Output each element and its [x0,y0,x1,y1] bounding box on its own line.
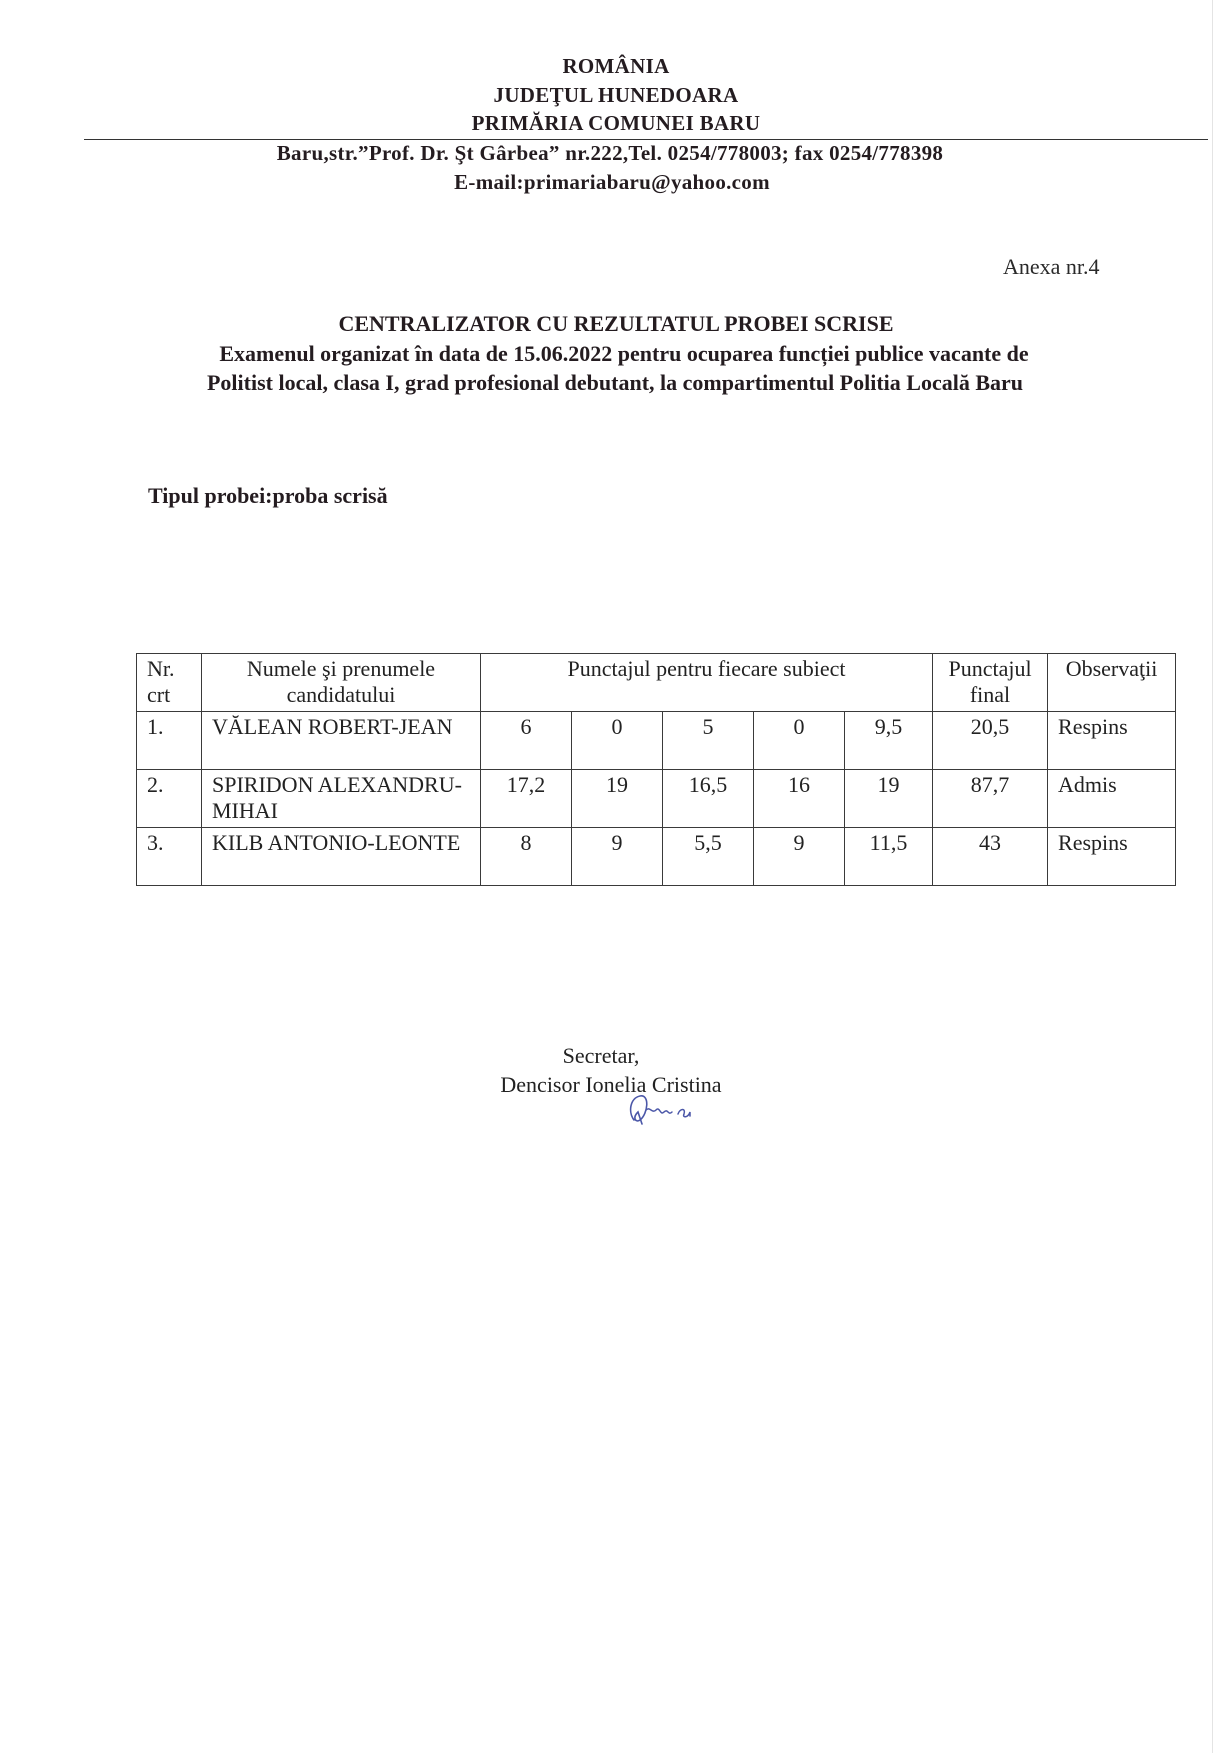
row-obs: Respins [1048,712,1176,770]
row-final: 87,7 [933,770,1048,828]
row-score: 19 [572,770,663,828]
row-nr: 1. [137,712,202,770]
row-score: 9 [572,828,663,886]
row-score: 0 [754,712,845,770]
page-edge [1212,0,1213,1753]
row-score: 5 [663,712,754,770]
row-score: 11,5 [845,828,933,886]
row-obs: Admis [1048,770,1176,828]
row-score: 16,5 [663,770,754,828]
probe-type: Tipul probei:proba scrisă [148,483,388,508]
row-name: KILB ANTONIO-LEONTE [202,828,481,886]
table-row [137,712,1176,770]
row-score: 5,5 [663,828,754,886]
row-nr: 2. [137,770,202,828]
header-address: Baru,str.”Prof. Dr. Şt Gârbea” nr.222,Tel. 0254/778003; fax 0254/778398 [276,141,944,165]
row-nr: 3. [137,828,202,886]
header-institution: PRIMĂRIA COMUNEI BARU [471,111,761,135]
document-subtitle-line1: Examenul organizat în data de 15.06.2022 pentru ocuparea funcției publice vacante de [219,341,1029,366]
row-score: 17,2 [481,770,572,828]
document-subtitle-line2: Politist local, clasa I, grad profesional debutant, la compartimentul Politia Locală Baru [206,370,1024,395]
header-county: JUDEŢUL HUNEDOARA [493,83,739,107]
header-country: ROMÂNIA [562,54,670,78]
header-nr: Nr. crt [137,654,202,712]
row-score: 9,5 [845,712,933,770]
table-header-row [137,654,1176,712]
row-final: 20,5 [933,712,1048,770]
signature-name: Dencisor Ionelia Cristina [500,1072,722,1097]
header-name: Numele şi prenumele candidatului [202,654,481,712]
handwritten-signature-icon [620,1090,700,1130]
header-email: E-mail:primariabaru@yahoo.com [454,170,770,194]
row-score: 8 [481,828,572,886]
row-name: SPIRIDON ALEXANDRU- MIHAI [202,770,481,828]
row-final: 43 [933,828,1048,886]
row-score: 0 [572,712,663,770]
header-obs: Observaţii [1048,654,1176,712]
header-scores: Punctajul pentru fiecare subiect [481,654,933,712]
table-row [137,828,1176,886]
row-name: VĂLEAN ROBERT-JEAN [202,712,481,770]
row-score: 6 [481,712,572,770]
annex-label: Anexa nr.4 [1003,254,1100,279]
document-title: CENTRALIZATOR CU REZULTATUL PROBEI SCRISE [338,311,894,336]
header-divider [84,139,1208,140]
table-row [137,770,1176,828]
row-score: 19 [845,770,933,828]
signature-role: Secretar, [562,1043,640,1068]
results-table [136,653,1176,886]
header-final: Punctajul final [933,654,1048,712]
row-score: 9 [754,828,845,886]
row-score: 16 [754,770,845,828]
row-obs: Respins [1048,828,1176,886]
